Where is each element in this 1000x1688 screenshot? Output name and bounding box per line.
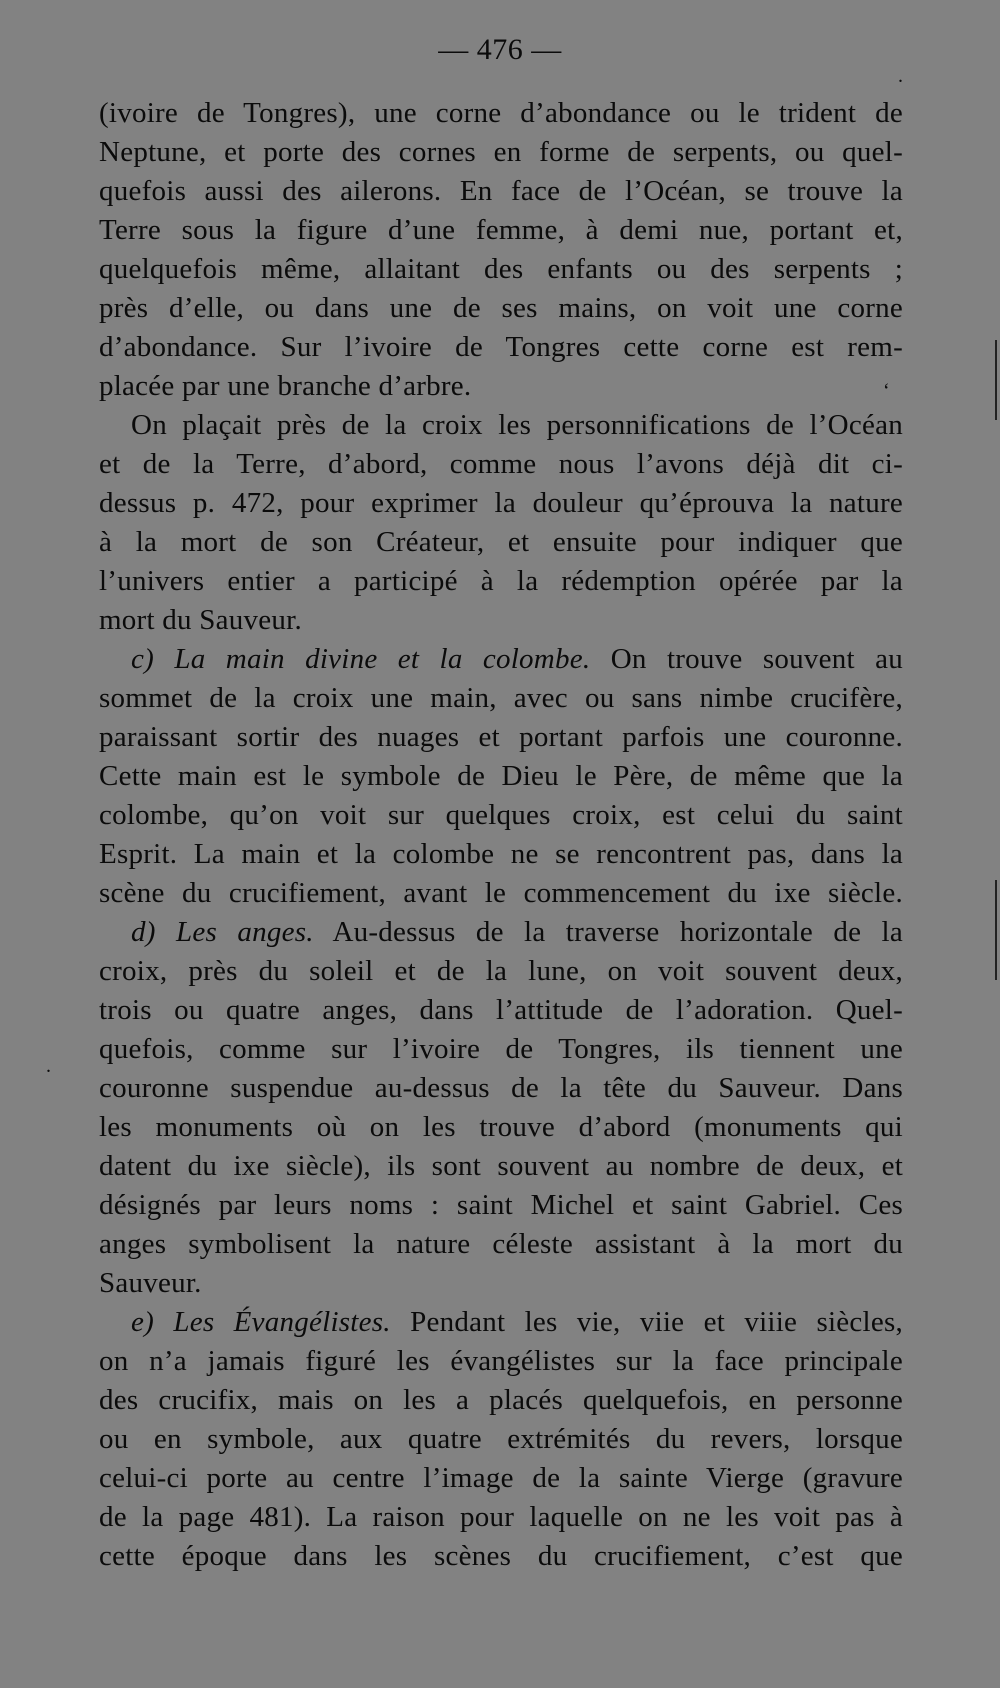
text-line: scène du crucifiement, avant le commencement du ixe siècle. — [99, 877, 903, 909]
text-line: (ivoire de Tongres), une corne d’abondance ou le trident de — [99, 97, 903, 129]
text-line: et de la Terre, d’abord, comme nous l’avons déjà dit ci- — [99, 448, 903, 480]
section-c-heading-line — [131, 640, 903, 678]
text-line: croix, près du soleil et de la lune, on voit souvent deux, — [99, 955, 903, 987]
text-line: couronne suspendue au-dessus de la tête du Sauveur. Dans — [99, 1072, 903, 1104]
text-line: paraissant sortir des nuages et portant parfois une couronne. — [99, 721, 903, 753]
text-line: Neptune, et porte des cornes en forme de serpents, ou quel- — [99, 136, 903, 168]
text-line: Cette main est le symbole de Dieu le Père, de même que la — [99, 760, 903, 792]
text-line: placée par une branche d’arbre. — [99, 370, 472, 402]
text-line: ou en symbole, aux quatre extrémités du revers, lorsque — [99, 1423, 903, 1455]
text-line: à la mort de son Créateur, et ensuite pour indiquer que — [99, 526, 903, 558]
section-e-text: Pendant les vie, viie et viiie siècles, — [410, 1306, 904, 1338]
section-d-text: Au-dessus de la traverse horizontale de la — [332, 916, 903, 948]
scan-speck-mark: ‘ — [883, 380, 890, 402]
text-line: colombe, qu’on voit sur quelques croix, est celui du saint — [99, 799, 903, 831]
text-line: quefois aussi des ailerons. En face de l’Océan, se trouve la — [99, 175, 903, 207]
page-number: — 476 — — [438, 33, 562, 66]
text-line: cette époque dans les scènes du crucifiement, c’est que — [99, 1540, 903, 1572]
text-line: Terre sous la figure d’une femme, à demi nue, portant et, — [99, 214, 903, 246]
text-line: datent du ixe siècle), ils sont souvent au nombre de deux, et — [99, 1150, 903, 1182]
section-e-heading-line — [131, 1303, 903, 1341]
section-c-text: On trouve souvent au — [610, 643, 903, 675]
text-line: des crucifix, mais on les a placés quelquefois, en personne — [99, 1384, 903, 1416]
section-c-title: c) La main divine et la colombe. — [131, 643, 591, 675]
page-edge-shadow — [995, 880, 997, 980]
text-line: l’univers entier a participé à la rédemption opérée par la — [99, 565, 903, 597]
text-line: désignés par leurs noms : saint Michel et saint Gabriel. Ces — [99, 1189, 903, 1221]
scan-speck-mark: . — [898, 65, 903, 87]
text-line: d’abondance. Sur l’ivoire de Tongres cette corne est rem- — [99, 331, 903, 363]
text-line: Esprit. La main et la colombe ne se rencontrent pas, dans la — [99, 838, 903, 870]
section-d-heading-line — [131, 913, 903, 951]
text-line: celui-ci porte au centre l’image de la sainte Vierge (gravure — [99, 1462, 903, 1494]
text-line: Sauveur. — [99, 1267, 202, 1299]
text-line: quefois, comme sur l’ivoire de Tongres, ils tiennent une — [99, 1033, 903, 1065]
text-line: de la page 481). La raison pour laquelle on ne les voit pas à — [99, 1501, 903, 1533]
text-line: dessus p. 472, pour exprimer la douleur qu’éprouva la nature — [99, 487, 903, 519]
text-line: les monuments où on les trouve d’abord (monuments qui — [99, 1111, 903, 1143]
section-e-title: e) Les Évangélistes. — [131, 1306, 391, 1338]
text-line: près d’elle, ou dans une de ses mains, on voit une corne — [99, 292, 903, 324]
text-line: trois ou quatre anges, dans l’attitude de l’adoration. Quel- — [99, 994, 903, 1026]
text-line: sommet de la croix une main, avec ou sans nimbe crucifère, — [99, 682, 903, 714]
page-edge-shadow — [995, 340, 997, 420]
text-line: on n’a jamais figuré les évangélistes sur la face principale — [99, 1345, 903, 1377]
scan-speck-mark: . — [46, 1055, 51, 1077]
text-line: quelquefois même, allaitant des enfants ou des serpents ; — [99, 253, 903, 285]
text-line: anges symbolisent la nature céleste assistant à la mort du — [99, 1228, 903, 1260]
text-line: mort du Sauveur. — [99, 604, 302, 636]
paragraph-start-line: On plaçait près de la croix les personnifications de l’Océan — [131, 409, 903, 441]
section-d-title: d) Les anges. — [131, 916, 314, 948]
